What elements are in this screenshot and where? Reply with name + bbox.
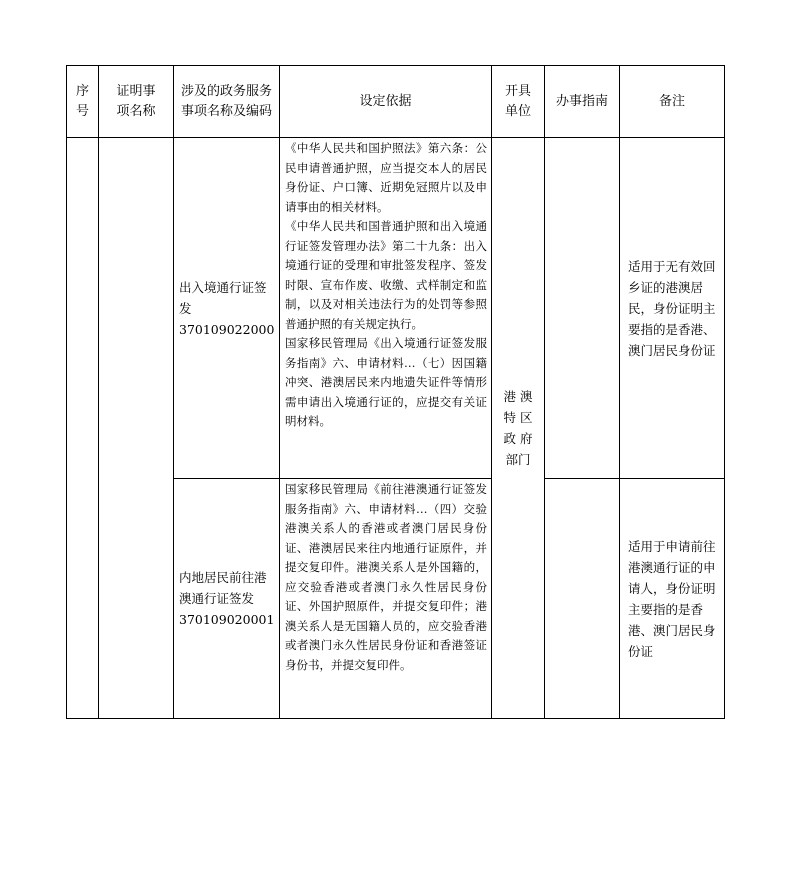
issuer-line: 港 澳 bbox=[503, 389, 533, 404]
service-item-cell bbox=[174, 479, 280, 719]
issuer-line: 政 府 bbox=[503, 431, 533, 446]
basis-paragraph: 《中华人民共和国护照法》第六条：公民申请普通护照，应当提交本人的居民身份证、户口簿、近期免冠照片以及申请事由的相关材料。 bbox=[285, 141, 487, 214]
header-row bbox=[67, 66, 725, 138]
cert-item-cell bbox=[99, 138, 174, 719]
service-code: 370109020001 bbox=[179, 612, 275, 627]
service-code: 370109022000 bbox=[179, 321, 275, 337]
seq-cell bbox=[67, 138, 99, 719]
header-seq: 序号 bbox=[67, 66, 99, 138]
basis-paragraph: 国家移民管理局《出入境通行证签发服务指南》六、申请材料…（七）因国籍冲突、港澳居民来内地遗失证件等情形需申请出入境通行证的，应提交有关证明材料。 bbox=[285, 336, 487, 428]
guide-cell bbox=[545, 138, 620, 479]
service-name: 出入境通行证签发 bbox=[179, 279, 267, 316]
issuer-cell bbox=[492, 138, 545, 719]
header-guide: 办事指南 bbox=[545, 66, 620, 138]
remark-cell: 适用于申请前往港澳通行证的申请人，身份证明主要指的是香港、澳门居民身份证 bbox=[620, 479, 725, 719]
guide-cell bbox=[545, 479, 620, 719]
service-name: 内地居民前往港澳通行证签发 bbox=[179, 570, 267, 606]
basis-cell bbox=[280, 479, 492, 719]
issuer-line: 特 区 bbox=[503, 410, 533, 425]
basis-cell bbox=[280, 138, 492, 479]
table-row bbox=[67, 138, 725, 479]
service-item-cell bbox=[174, 138, 280, 479]
header-issuer: 开具单位 bbox=[492, 66, 545, 138]
header-basis: 设定依据 bbox=[280, 66, 492, 138]
issuer-line: 部门 bbox=[505, 452, 531, 467]
remark-cell: 适用于无有效回乡证的港澳居民，身份证明主要指的是香港、澳门居民身份证 bbox=[620, 138, 725, 479]
header-service-item: 涉及的政务服务事项名称及编码 bbox=[174, 66, 280, 138]
basis-paragraph: 《中华人民共和国普通护照和出入境通行证签发管理办法》第二十九条：出入境通行证的受理和审批签发程序、签发时限、宣布作废、收缴、式样制定和监制，以及对相关违法行为的处罚等参照普通护照的有关规定执行。 bbox=[285, 219, 487, 331]
certificate-table bbox=[66, 65, 725, 719]
header-cert-item: 证明事项名称 bbox=[99, 66, 174, 138]
basis-paragraph: 国家移民管理局《前往港澳通行证签发服务指南》六、申请材料…（四）交验港澳关系人的香港或者澳门居民身份证、港澳居民来往内地通行证原件，并提交复印件。港澳关系人是外国籍的，应交验香港或者澳门永久性居民身份证、外国护照原件，并提交复印件；港澳关系人是无国籍人员的，应交验香港或者澳门永久性居民身份证和香港签证身份书，并提交复印件。 bbox=[285, 482, 487, 672]
header-remark: 备注 bbox=[620, 66, 725, 138]
